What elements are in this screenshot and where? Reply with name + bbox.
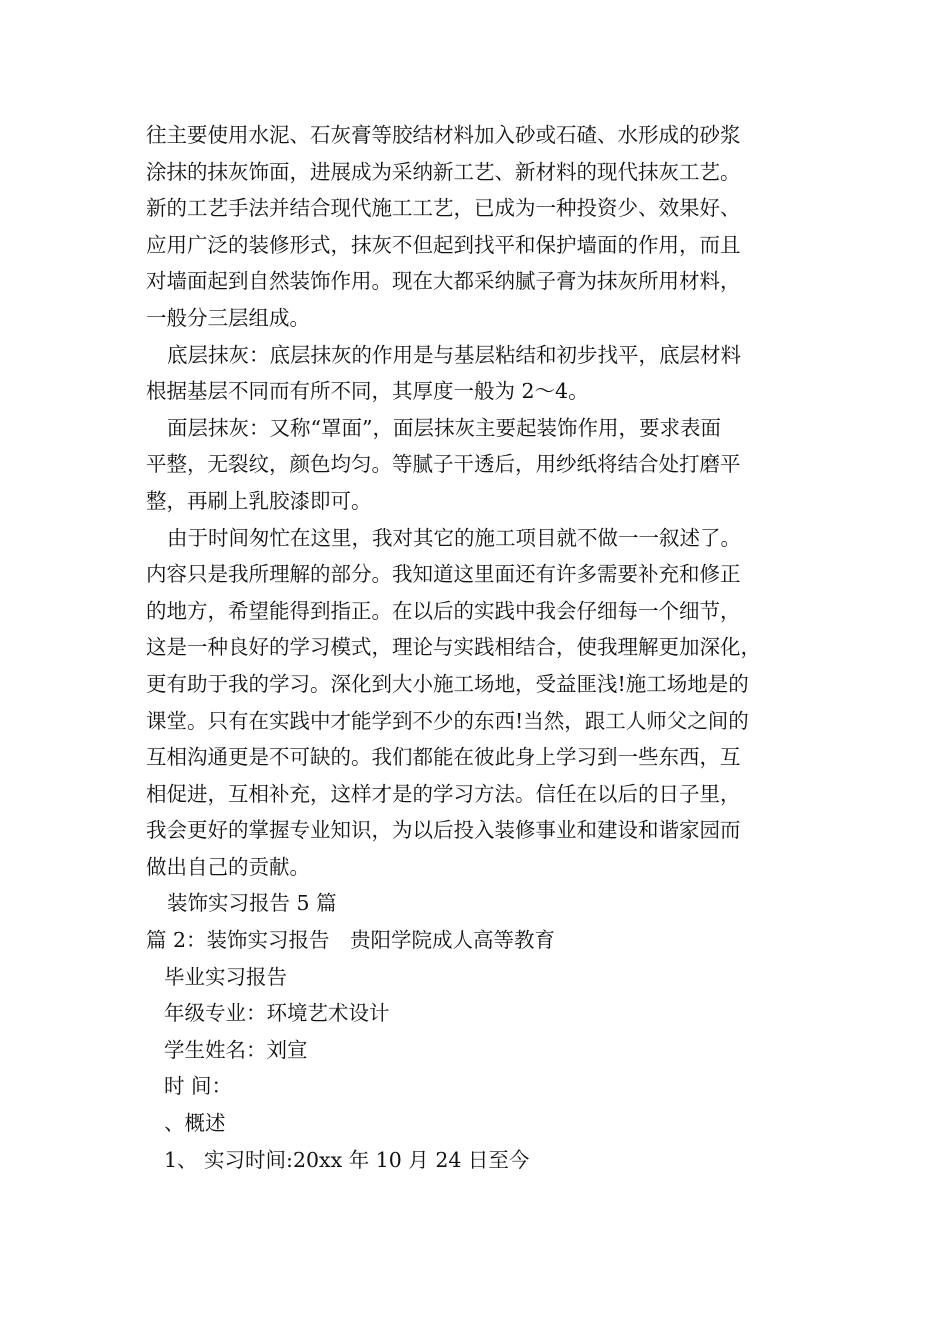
- text-line: 互相沟通更是不可缺的。我们都能在彼此身上学习到一些东西，互: [146, 745, 741, 770]
- text-line: 内容只是我所理解的部分。我知道这里面还有许多需要补充和修正: [146, 562, 741, 587]
- overview-heading: 、概述: [164, 1111, 226, 1136]
- text-line: 更有助于我的学习。深化到大小施工场地，受益匪浅!施工场地是的: [146, 671, 749, 696]
- text-line: 一般分三层组成。: [146, 305, 310, 330]
- section-heading: 装饰实习报告 5 篇: [167, 891, 337, 916]
- text-line: 的地方，希望能得到指正。在以后的实践中我会仔细每一个细节，: [146, 598, 741, 623]
- paragraph-start-line: 底层抹灰：底层抹灰的作用是与基层粘结和初步找平，底层材料: [167, 342, 741, 367]
- paragraph-start-line: 面层抹灰：又称“罩面”，面层抹灰主要起装饰作用，要求表面: [167, 415, 721, 440]
- text-line: 这是一种良好的学习模式，理论与实践相结合，使我理解更加深化，: [146, 635, 761, 660]
- section-title: 篇 2：装饰实习报告 贵阳学院成人高等教育: [146, 928, 556, 953]
- time-field: 时 间：: [164, 1074, 233, 1099]
- document-body: [146, 117, 818, 1178]
- student-name-field: 学生姓名：刘宣: [164, 1037, 308, 1062]
- text-line: 新的工艺手法并结合现代施工工艺，已成为一种投资少、效果好、: [146, 196, 741, 221]
- text-line: 课堂。只有在实践中才能学到不少的东西!当然，跟工人师父之间的: [146, 708, 749, 733]
- text-line: 根据基层不同而有所不同，其厚度一般为 2～4。: [146, 379, 589, 404]
- report-subtitle: 毕业实习报告: [164, 964, 287, 989]
- text-line: 往主要使用水泥、石灰膏等胶结材料加入砂或石碴、水形成的砂浆: [146, 123, 741, 147]
- text-line: 应用广泛的装修形式，抹灰不但起到找平和保护墙面的作用，而且: [146, 232, 741, 257]
- text-line: 涂抹的抹灰饰面，进展成为采纳新工艺、新材料的现代抹灰工艺。: [146, 159, 741, 184]
- paragraph-start-line: 由于时间匆忙在这里，我对其它的施工项目就不做一一叙述了。: [167, 525, 741, 550]
- internship-time-item: 1、 实习时间:20xx 年 10 月 24 日至今: [164, 1147, 530, 1172]
- grade-major-field: 年级专业：环境艺术设计: [164, 1001, 390, 1026]
- text-line: 平整，无裂纹，颜色均匀。等腻子干透后，用纱纸将结合处打磨平: [146, 452, 741, 477]
- text-line: 整，再刷上乳胶漆即可。: [146, 488, 372, 513]
- text-line: 做出自己的贡献。: [146, 854, 310, 879]
- text-line: 相促进，互相补充，这样才是的学习方法。信任在以后的日子里，: [146, 781, 741, 806]
- text-line: 我会更好的掌握专业知识，为以后投入装修事业和建设和谐家园而: [146, 818, 741, 843]
- text-line: 对墙面起到自然装饰作用。现在大都采纳腻子膏为抹灰所用材料，: [146, 269, 741, 294]
